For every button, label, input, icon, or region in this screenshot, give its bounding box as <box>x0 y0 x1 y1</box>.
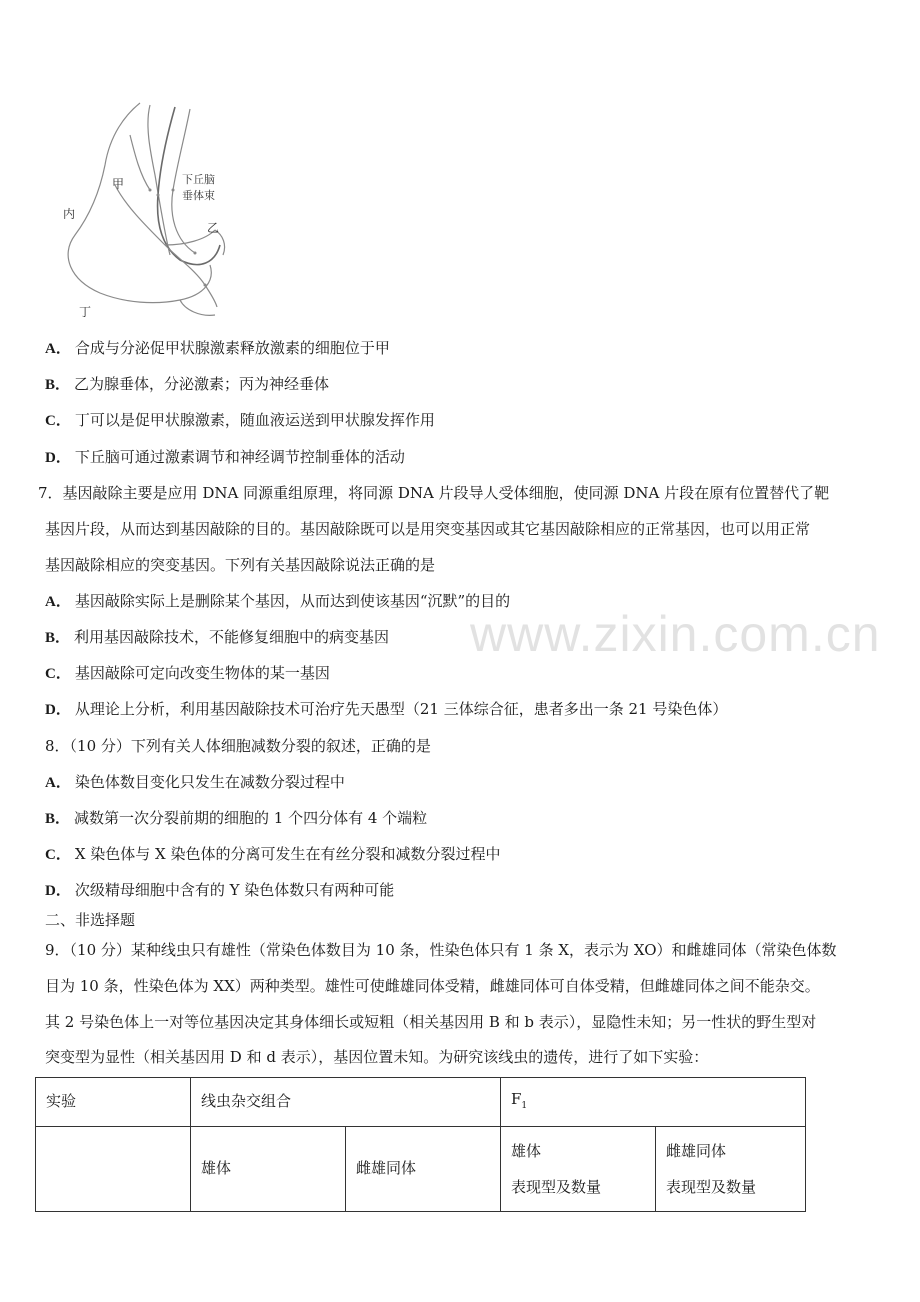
label-nei: 内 <box>63 207 76 221</box>
q6-option-a: A． 合成与分泌促甲状腺激素释放激素的细胞位于甲 <box>45 339 390 357</box>
q7-option-c: C． 基因敲除可定向改变生物体的某一基因 <box>45 664 330 682</box>
header-cross: 线虫杂交组合 <box>191 1078 501 1127</box>
q9-stem-line3: 其 2 号染色体上一对等位基因决定其身体细长或短粗（相关基因用 B 和 b 表示），显隐性未知；另一性状的野生型对 <box>45 1013 817 1031</box>
q6-option-d: D． 下丘脑可通过激素调节和神经调节控制垂体的活动 <box>45 448 405 466</box>
label-jia: 甲 <box>112 177 125 191</box>
q7-stem-line1: 7．基因敲除主要是应用 DNA 同源重组原理，将同源 DNA 片段导人受体细胞，使同源 DNA 片段在原有位置替代了靶 <box>38 484 830 502</box>
q7-option-d: D． 从理论上分析，利用基因敲除技术可治疗先天愚型（21 三体综合征，患者多出一条 21 号染色体） <box>45 700 728 718</box>
watermark: www.zixin.com.cn <box>470 606 881 662</box>
section-heading: 二、非选择题 <box>45 911 136 929</box>
q7-stem-line2: 基因片段，从而达到基因敲除的目的。基因敲除既可以是用突变基因或其它基因敲除相应的正常基因，也可以用正常 <box>45 520 811 538</box>
header-f1-male: 雄体 表现型及数量 <box>501 1127 656 1212</box>
q8-option-c: C． X 染色体与 X 染色体的分离可发生在有丝分裂和减数分裂过程中 <box>45 845 501 863</box>
header-male: 雄体 <box>191 1127 346 1212</box>
q8-option-b: B． 减数第一次分裂前期的细胞的 1 个四分体有 4 个端粒 <box>45 809 428 827</box>
header-hermaphrodite: 雌雄同体 <box>346 1127 501 1212</box>
header-experiment: 实验 <box>36 1078 191 1127</box>
label-ding: 丁 <box>79 305 92 319</box>
q9-stem-line1: 9．（10 分）某种线虫只有雄性（常染色体数目为 10 条，性染色体只有 1 条 X，表示为 XO）和雌雄同体（常染色体数 <box>45 941 837 959</box>
q9-stem-line2: 目为 10 条，性染色体为 XX）两种类型。雄性可使雌雄同体受精，雌雄同体可自体受精，但雌雄同体之间不能杂交。 <box>45 977 820 995</box>
q6-option-b: B． 乙为腺垂体，分泌激素；丙为神经垂体 <box>45 375 330 393</box>
q8-option-d: D． 次级精母细胞中含有的 Y 染色体数只有两种可能 <box>45 881 395 899</box>
figure-sketch <box>55 95 245 323</box>
q7-stem-line3: 基因敲除相应的突变基因。下列有关基因敲除说法正确的是 <box>45 556 436 574</box>
q6-option-c: C． 丁可以是促甲状腺激素，随血液运送到甲状腺发挥作用 <box>45 411 435 429</box>
experiment-table <box>35 1077 806 1212</box>
q7-option-a: A． 基因敲除实际上是删除某个基因，从而达到使该基因“沉默”的目的 <box>45 592 511 610</box>
label-yi: 乙 <box>207 221 220 235</box>
hypothalamus-pituitary-figure <box>55 95 245 323</box>
label-tract-2: 垂体束 <box>182 189 215 202</box>
empty-cell <box>36 1127 191 1212</box>
q8-option-a: A． 染色体数目变化只发生在减数分裂过程中 <box>45 773 345 791</box>
header-f1: $F_1$ <box>501 1078 806 1127</box>
q7-option-b: B． 利用基因敲除技术，不能修复细胞中的病变基因 <box>45 628 390 646</box>
q9-stem-line4: 突变型为显性（相关基因用 D 和 d 表示），基因位置未知。为研究该线虫的遗传，进行了如下实验： <box>45 1048 709 1066</box>
label-tract-1: 下丘脑 <box>182 173 215 186</box>
q8-stem: 8．（10 分）下列有关人体细胞减数分裂的叙述，正确的是 <box>45 737 431 755</box>
header-f1-hermaphrodite: 雌雄同体 表现型及数量 <box>656 1127 806 1212</box>
